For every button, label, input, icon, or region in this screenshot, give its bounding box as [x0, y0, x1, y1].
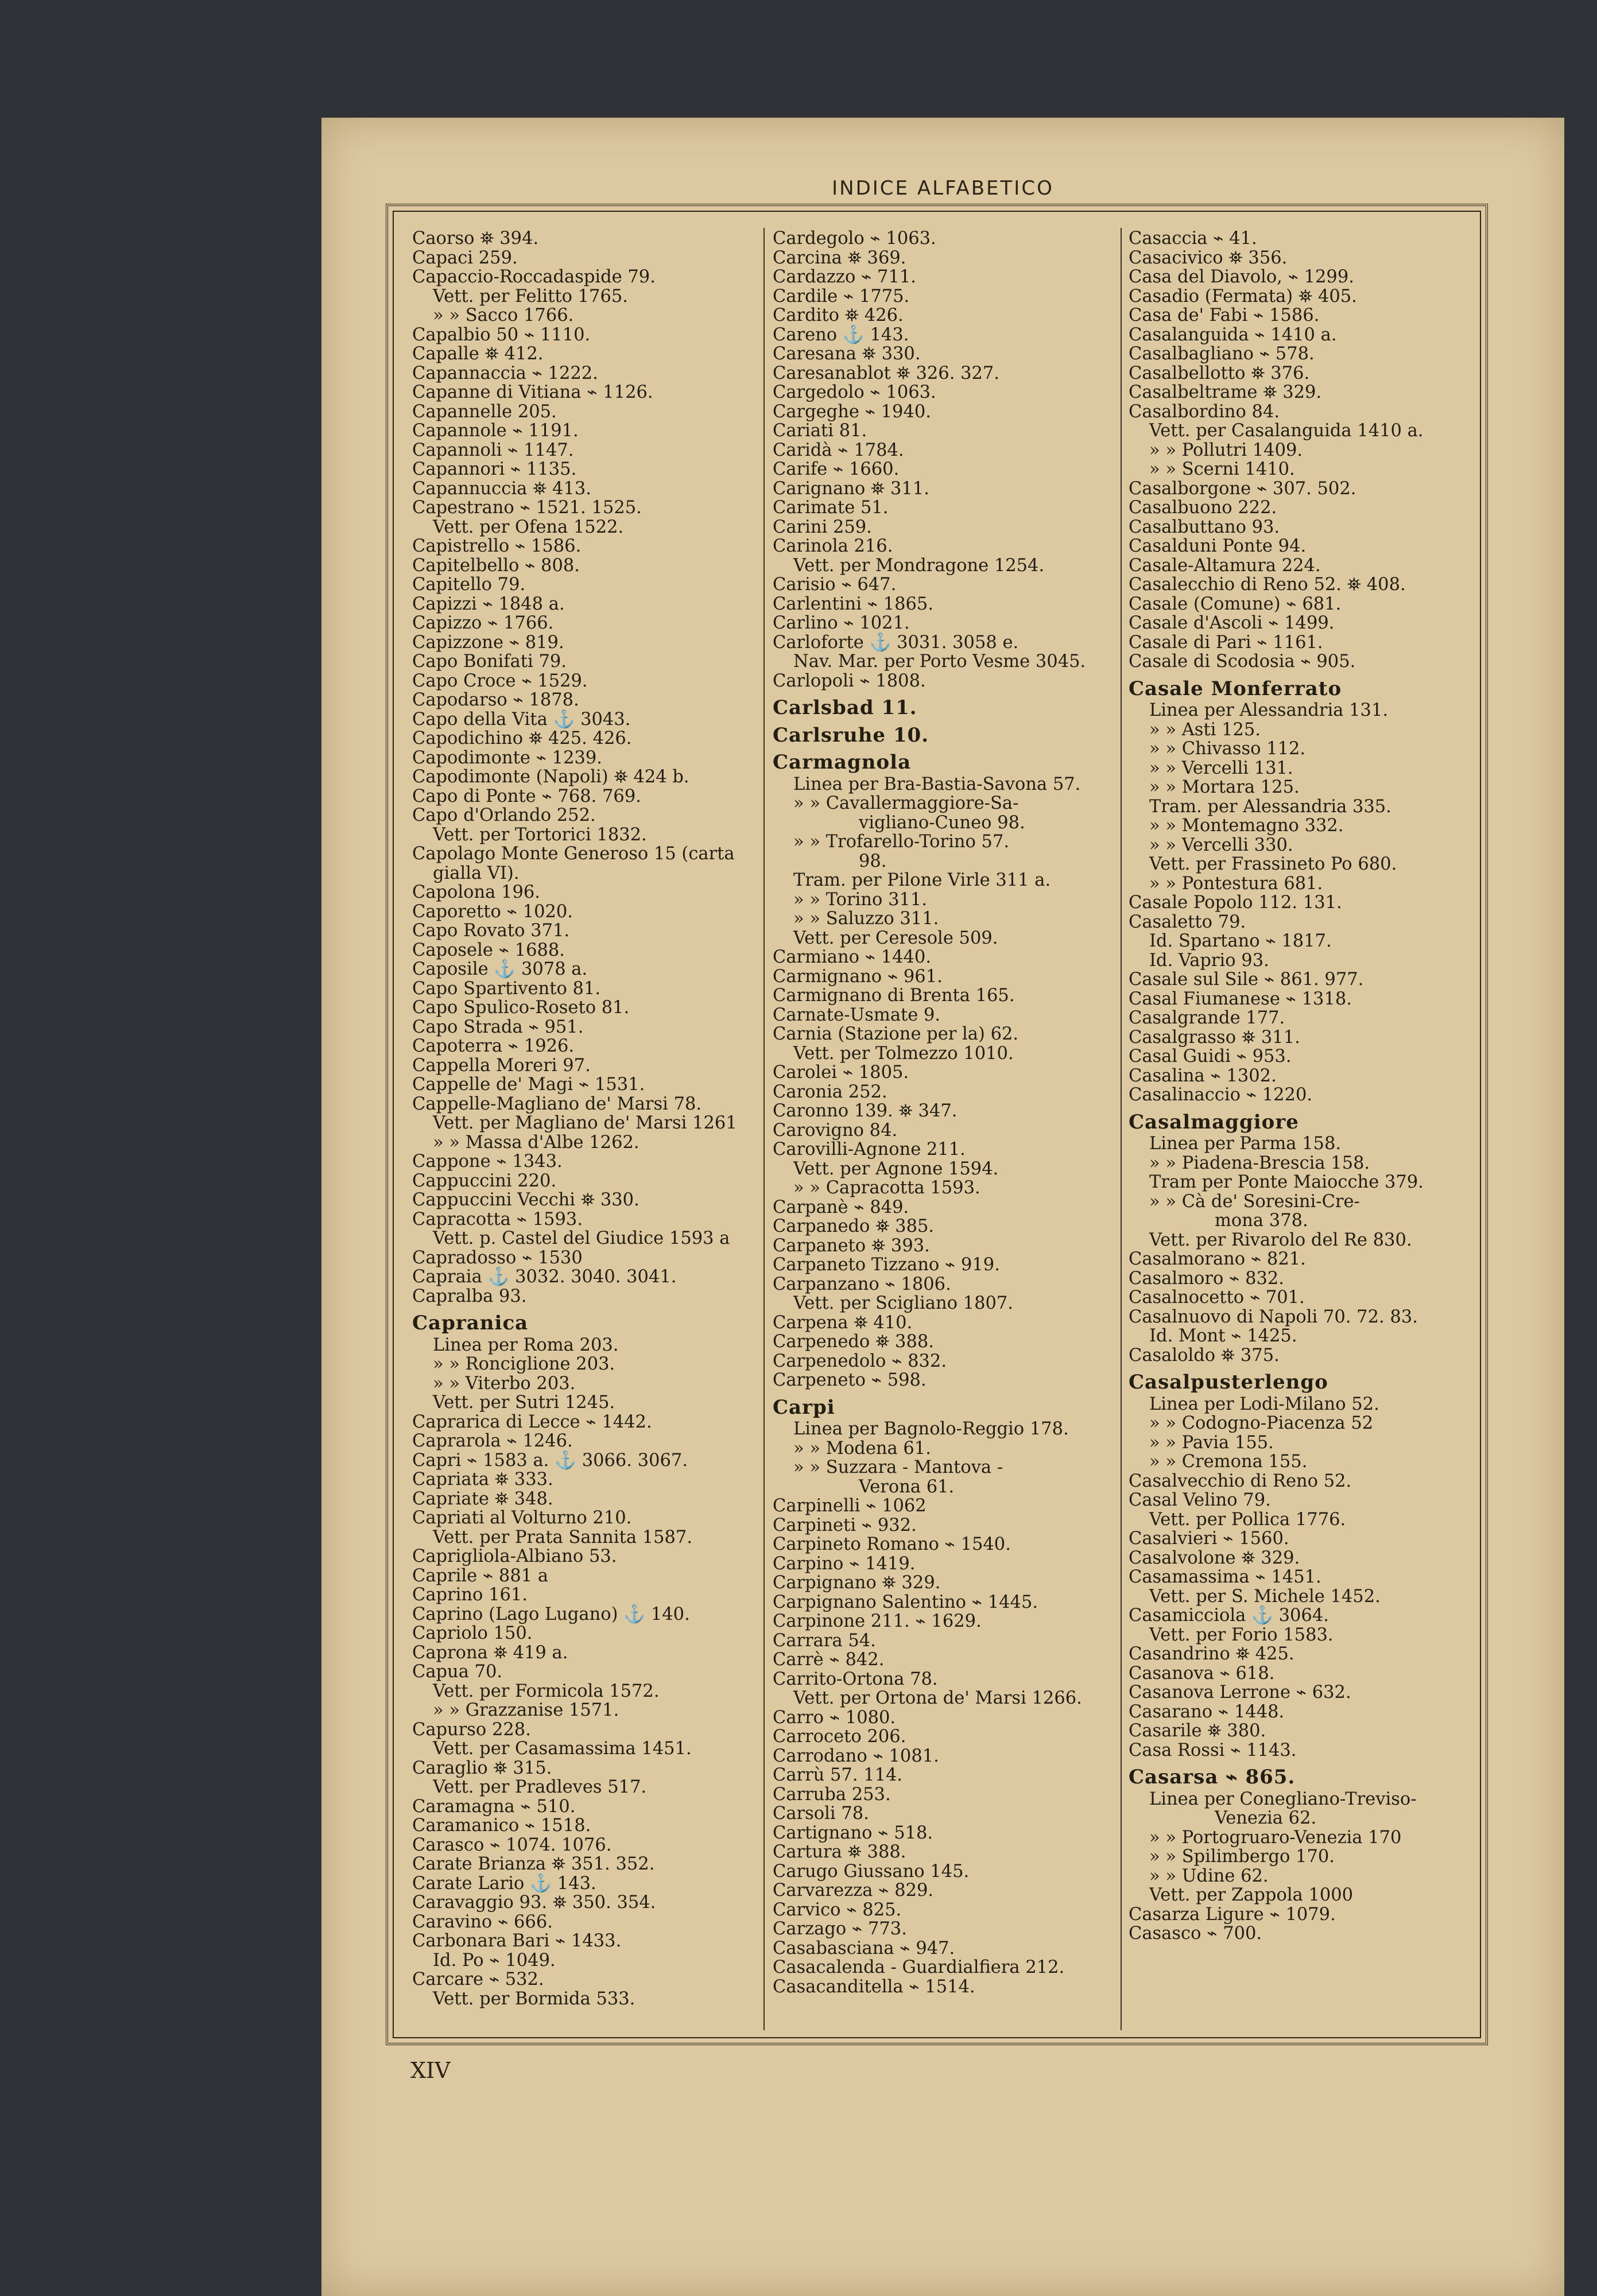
index-entry: Casacalenda - Guardialfiera 212. [773, 1957, 1065, 1977]
index-entry: Carpaneto ⛯ 393. [773, 1235, 930, 1256]
index-entry: » » Cavallermaggiore-Sa- [793, 793, 1019, 813]
index-entry: Carrito-Ortona 78. [773, 1669, 938, 1689]
index-entry: Capaci 259. [412, 247, 518, 268]
index-entry: Capracotta ⌁ 1593. [412, 1209, 583, 1230]
index-entry: Casacanditella ⌁ 1514. [773, 1976, 975, 1997]
index-entry: Carisio ⌁ 647. [773, 575, 897, 595]
index-entry: Linea per Roma 203. [433, 1335, 619, 1355]
index-entry: » » Codogno-Piacenza 52 [1149, 1413, 1374, 1433]
index-entry: Casalduni Ponte 94. [1129, 536, 1307, 556]
index-entry: Cappella Moreri 97. [412, 1055, 591, 1076]
index-entry: Vett. per Pradleves 517. [433, 1777, 647, 1797]
index-entry: Cappone ⌁ 1343. [412, 1151, 563, 1172]
index-entry: vigliano-Cuneo 98. [859, 812, 1025, 833]
index-entry: mona 378. [1215, 1211, 1308, 1231]
index-entry: Casarano ⌁ 1448. [1129, 1701, 1285, 1722]
index-entry: Casasco ⌁ 700. [1129, 1923, 1262, 1944]
index-entry: Carpanzano ⌁ 1806. [773, 1274, 951, 1294]
index-entry: Capradosso ⌁ 1530 [412, 1247, 583, 1268]
index-entry: Casalgrasso ⛯ 311. [1129, 1027, 1300, 1048]
index-entry: Casabasciana ⌁ 947. [773, 1938, 955, 1958]
index-entry: Vett. p. Castel del Giudice 1593 a [433, 1228, 730, 1248]
index-entry: Casalbordino 84. [1129, 401, 1280, 422]
index-entry: Cardile ⌁ 1775. [773, 286, 910, 307]
index-entry: Caresana ⛯ 330. [773, 344, 921, 364]
index-entry: Casalgrande 177. [1129, 1008, 1285, 1028]
index-entry: » » Pollutri 1409. [1149, 440, 1303, 460]
index-entry: » » Pavia 155. [1149, 1432, 1274, 1453]
index-entry: Caposile ⚓ 3078 a. [412, 959, 588, 979]
index-entry: Cardazzo ⌁ 711. [773, 267, 916, 287]
index-entry: Caravaggio 93. ⛯ 350. 354. [412, 1892, 656, 1913]
index-entry: Casalanguida ⌁ 1410 a. [1129, 324, 1337, 345]
index-entry: Vett. per Forio 1583. [1149, 1624, 1334, 1645]
running-head: INDICE ALFABETICO [832, 177, 1054, 200]
index-entry: » » Pontestura 681. [1149, 873, 1323, 894]
index-entry: Carnia (Stazione per la) 62. [773, 1024, 1019, 1044]
index-entry: Carpignano ⛯ 329. [773, 1573, 941, 1593]
index-entry: Carrù 57. 114. [773, 1765, 903, 1785]
index-entry: Carpanè ⌁ 849. [773, 1197, 909, 1217]
index-entry: Carloforte ⚓ 3031. 3058 e. [773, 632, 1019, 653]
index-entry: Carsoli 78. [773, 1804, 869, 1824]
index-entry: Capolago Monte Generoso 15 (carta [412, 844, 735, 864]
index-entry: Carpenedolo ⌁ 832. [773, 1351, 947, 1371]
index-entry: Carini 259. [773, 517, 872, 537]
index-entry: Carpanedo ⛯ 385. [773, 1216, 935, 1236]
index-entry: Casanova ⌁ 618. [1129, 1663, 1275, 1684]
index-entry: Casalina ⌁ 1302. [1129, 1065, 1277, 1086]
index-entry: Carnate-Usmate 9. [773, 1004, 941, 1025]
index-entry: Caprino 161. [412, 1585, 528, 1605]
index-entry: Caronia 252. [773, 1081, 887, 1102]
index-entry: » » Sacco 1766. [433, 305, 574, 325]
index-entry: Casa del Diavolo, ⌁ 1299. [1129, 267, 1354, 287]
index-entry: Carovigno 84. [773, 1120, 898, 1141]
index-entry: Carinola 216. [773, 536, 893, 556]
index-heading: Casalpusterlengo [1129, 1371, 1328, 1394]
index-heading: Carpi [773, 1395, 835, 1419]
column-divider [763, 228, 765, 2030]
index-entry: Capistrello ⌁ 1586. [412, 536, 582, 556]
index-entry: Capalbio 50 ⌁ 1110. [412, 324, 591, 345]
index-entry: Caorso ⛯ 394. [412, 229, 539, 249]
index-entry: Vett. per Formicola 1572. [433, 1681, 660, 1701]
index-entry: Carmignano ⌁ 961. [773, 966, 943, 987]
index-entry: Casalbellotto ⛯ 376. [1129, 363, 1310, 383]
index-entry: Cartura ⛯ 388. [773, 1842, 906, 1862]
index-entry: Casamassima ⌁ 1451. [1129, 1567, 1321, 1587]
index-entry: Caprigliola-Albiano 53. [412, 1546, 617, 1566]
index-entry: Capriati al Volturno 210. [412, 1508, 632, 1528]
index-entry: Caporetto ⌁ 1020. [412, 901, 573, 922]
index-entry: » » Vercelli 131. [1149, 758, 1293, 778]
index-entry: Capizzo ⌁ 1766. [412, 613, 554, 633]
index-entry: Vett. per Sutri 1245. [433, 1393, 615, 1413]
index-entry: Casadio (Fermata) ⛯ 405. [1129, 286, 1357, 307]
index-entry: » » Vercelli 330. [1149, 835, 1293, 855]
index-entry: Caprino (Lago Lugano) ⚓ 140. [412, 1604, 690, 1624]
index-entry: Casaletto 79. [1129, 912, 1246, 932]
index-entry: Carrara 54. [773, 1630, 876, 1651]
index-entry: Vett. per Prata Sannita 1587. [433, 1527, 693, 1548]
index-entry: Carpeneto ⌁ 598. [773, 1370, 927, 1390]
index-entry: Caresanablot ⛯ 326. 327. [773, 363, 1000, 383]
index-entry: Capo di Ponte ⌁ 768. 769. [412, 786, 641, 806]
index-entry: » » Udine 62. [1149, 1865, 1269, 1886]
index-entry: Casarile ⛯ 380. [1129, 1721, 1266, 1741]
index-entry: Capitelbello ⌁ 808. [412, 555, 580, 576]
index-entry: Tram per Ponte Maiocche 379. [1149, 1172, 1424, 1192]
index-entry: Casale sul Sile ⌁ 861. 977. [1129, 969, 1364, 990]
index-entry: Carignano ⛯ 311. [773, 478, 929, 499]
index-entry: » » Chivasso 112. [1149, 739, 1306, 759]
index-entry: Capri ⌁ 1583 a. ⚓ 3066. 3067. [412, 1450, 688, 1471]
index-entry: » » Capracotta 1593. [793, 1178, 980, 1198]
index-entry: Carate Brianza ⛯ 351. 352. [412, 1854, 655, 1874]
index-entry: Vett. per S. Michele 1452. [1149, 1586, 1381, 1607]
index-entry: Casamicciola ⚓ 3064. [1129, 1605, 1329, 1626]
index-entry: Casanova Lerrone ⌁ 632. [1129, 1682, 1351, 1702]
index-entry: Cartignano ⌁ 518. [773, 1822, 933, 1843]
index-entry: Cappuccini Vecchi ⛯ 330. [412, 1190, 639, 1210]
index-heading: Carlsbad 11. [773, 696, 917, 719]
index-entry: Capannuccia ⛯ 413. [412, 478, 591, 499]
index-entry: Vett. per Agnone 1594. [793, 1158, 999, 1179]
index-entry: Casalborgone ⌁ 307. 502. [1129, 478, 1356, 499]
index-entry: Carroceto 206. [773, 1727, 906, 1747]
index-entry: Capo Spulico-Roseto 81. [412, 998, 630, 1018]
index-heading: Casale Monferrato [1129, 677, 1342, 700]
index-entry: Cappuccini 220. [412, 1170, 557, 1191]
index-entry: Linea per Lodi-Milano 52. [1149, 1394, 1379, 1414]
index-entry: Casandrino ⛯ 425. [1129, 1644, 1294, 1664]
index-heading: Casalmaggiore [1129, 1110, 1299, 1134]
index-entry: Casale di Pari ⌁ 1161. [1129, 632, 1323, 653]
index-entry: Capannelle 205. [412, 401, 557, 422]
index-entry: Verona 61. [859, 1476, 955, 1497]
index-entry: Carovilli-Agnone 211. [773, 1139, 966, 1159]
index-entry: Vett. per Casalanguida 1410 a. [1149, 421, 1424, 441]
index-entry: Capo della Vita ⚓ 3043. [412, 709, 631, 730]
index-entry: » » Asti 125. [1149, 719, 1261, 740]
index-entry: Venezia 62. [1215, 1808, 1317, 1828]
index-entry: Carcare ⌁ 532. [412, 1969, 544, 1989]
index-heading: Carlsruhe 10. [773, 723, 929, 747]
index-entry: Capriolo 150. [412, 1623, 533, 1643]
index-entry: Carpinelli ⌁ 1062 [773, 1496, 927, 1516]
index-entry: Linea per Conegliano-Treviso- [1149, 1789, 1417, 1809]
index-entry: 98. [859, 851, 887, 871]
index-entry: Linea per Bra-Bastia-Savona 57. [793, 774, 1081, 794]
index-entry: Carvarezza ⌁ 829. [773, 1880, 934, 1901]
index-entry: Capizzi ⌁ 1848 a. [412, 594, 565, 614]
index-entry: Caronno 139. ⛯ 347. [773, 1101, 958, 1121]
index-entry: Carvico ⌁ 825. [773, 1899, 902, 1920]
index-entry: » » Suzzara - Mantova - [793, 1457, 1003, 1477]
index-entry: Carlino ⌁ 1021. [773, 613, 910, 633]
index-frame [386, 204, 1488, 2045]
index-entry: Capodimonte (Napoli) ⛯ 424 b. [412, 767, 689, 787]
index-entry: Cardito ⛯ 426. [773, 305, 904, 325]
index-entry: Caprona ⛯ 419 a. [412, 1642, 568, 1663]
index-entry: Caprile ⌁ 881 a [412, 1565, 549, 1586]
index-entry: Carrodano ⌁ 1081. [773, 1746, 939, 1766]
index-entry: Carpino ⌁ 1419. [773, 1553, 916, 1574]
index-entry: Vett. per Tortorici 1832. [433, 824, 647, 845]
index-entry: Vett. per Casamassima 1451. [433, 1739, 692, 1759]
index-entry: » » Grazzanise 1571. [433, 1700, 619, 1720]
index-entry: Carmignano di Brenta 165. [773, 986, 1015, 1006]
index-entry: Casa de' Fabi ⌁ 1586. [1129, 305, 1320, 325]
index-heading: Casarsa ⌁ 865. [1129, 1766, 1296, 1789]
index-entry: Casalbagliano ⌁ 578. [1129, 344, 1315, 364]
index-entry: Caprarica di Lecce ⌁ 1442. [412, 1411, 652, 1432]
index-entry: Casale di Scodosia ⌁ 905. [1129, 651, 1356, 672]
index-entry: Carpineti ⌁ 932. [773, 1515, 917, 1535]
index-entry: Casale-Altamura 224. [1129, 555, 1321, 576]
index-entry: Casalecchio di Reno 52. ⛯ 408. [1129, 575, 1406, 595]
index-entry: Vett. per Frassineto Po 680. [1149, 854, 1397, 874]
index-entry: Careno ⚓ 143. [773, 324, 909, 345]
index-entry: Linea per Bagnolo-Reggio 178. [793, 1419, 1069, 1439]
index-column-1 [412, 229, 757, 2031]
index-entry: Id. Vaprio 93. [1149, 950, 1269, 971]
index-entry: Caravino ⌁ 666. [412, 1911, 553, 1932]
index-entry: Tram. per Pilone Virle 311 a. [793, 870, 1051, 890]
index-entry: Capua 70. [412, 1662, 503, 1682]
index-entry: Casalinaccio ⌁ 1220. [1129, 1085, 1313, 1105]
index-entry: Capodarso ⌁ 1878. [412, 690, 579, 710]
index-entry: Capanne di Vitiana ⌁ 1126. [412, 382, 653, 402]
index-entry: Casacivico ⛯ 356. [1129, 247, 1288, 268]
index-entry: Casale Popolo 112. 131. [1129, 893, 1342, 913]
page-sheet [321, 118, 1564, 2296]
index-entry: Casalnocetto ⌁ 701. [1129, 1287, 1305, 1308]
index-entry: gialla VI). [433, 863, 520, 883]
index-entry: Vett. per Zappola 1000 [1149, 1885, 1354, 1905]
index-entry: » » Trofarello-Torino 57. [793, 832, 1010, 852]
index-entry: Caraglio ⛯ 315. [412, 1758, 552, 1778]
index-entry: Vett. per Scigliano 1807. [793, 1293, 1013, 1313]
index-entry: Linea per Parma 158. [1149, 1134, 1342, 1154]
index-entry: Casarza Ligure ⌁ 1079. [1129, 1904, 1336, 1925]
index-entry: » » Portogruaro-Venezia 170 [1149, 1827, 1402, 1848]
index-column-3 [1129, 229, 1473, 2031]
index-entry: » » Ronciglione 203. [433, 1354, 615, 1374]
index-entry: Casaccia ⌁ 41. [1129, 229, 1257, 249]
index-entry: Capannaccia ⌁ 1222. [412, 363, 598, 383]
index-entry: Capannoli ⌁ 1147. [412, 440, 574, 460]
index-entry: Capolona 196. [412, 882, 540, 902]
index-entry: Carzago ⌁ 773. [773, 1919, 907, 1939]
index-entry: Carate Lario ⚓ 143. [412, 1873, 596, 1894]
index-entry: Vett. per Pollica 1776. [1149, 1509, 1346, 1530]
index-entry: Carpena ⛯ 410. [773, 1312, 913, 1333]
index-entry: Casal Velino 79. [1129, 1490, 1271, 1510]
index-entry: » » Cremona 155. [1149, 1452, 1308, 1472]
index-entry: Capizzone ⌁ 819. [412, 632, 564, 653]
index-entry: Vett. per Ceresole 509. [793, 928, 998, 948]
index-entry: Vett. per Magliano de' Marsi 1261 [433, 1113, 737, 1133]
index-entry: Cappelle de' Magi ⌁ 1531. [412, 1075, 645, 1095]
index-entry: » » Massa d'Albe 1262. [433, 1132, 639, 1153]
index-entry: Cargedolo ⌁ 1063. [773, 382, 936, 402]
index-entry: Casal Guidi ⌁ 953. [1129, 1046, 1292, 1066]
index-entry: Carolei ⌁ 1805. [773, 1062, 909, 1083]
index-entry: Carpaneto Tizzano ⌁ 919. [773, 1255, 1000, 1275]
index-entry: Capo Bonifati 79. [412, 651, 567, 672]
index-entry: » » Viterbo 203. [433, 1373, 576, 1394]
index-entry: » » Scerni 1410. [1149, 459, 1295, 479]
index-entry: Casaloldo ⛯ 375. [1129, 1345, 1280, 1366]
index-entry: Capannori ⌁ 1135. [412, 459, 577, 479]
index-entry: Carbonara Bari ⌁ 1433. [412, 1931, 622, 1951]
index-entry: Carpenedo ⛯ 388. [773, 1332, 934, 1352]
index-entry: Tram. per Alessandria 335. [1149, 796, 1391, 817]
index-entry: Casalbeltrame ⛯ 329. [1129, 382, 1322, 402]
index-entry: Caprarola ⌁ 1246. [412, 1431, 573, 1451]
index-entry: » » Torino 311. [793, 889, 927, 910]
index-entry: Casal Fiumanese ⌁ 1318. [1129, 988, 1352, 1009]
index-entry: » » Saluzzo 311. [793, 909, 939, 929]
index-entry: Carasco ⌁ 1074. 1076. [412, 1835, 612, 1855]
index-entry: Vett. per Ortona de' Marsi 1266. [793, 1688, 1082, 1708]
index-entry: Casalvecchio di Reno 52. [1129, 1471, 1352, 1491]
index-entry: Casalvieri ⌁ 1560. [1129, 1529, 1289, 1549]
index-entry: Casalvolone ⛯ 329. [1129, 1548, 1300, 1568]
index-entry: Capoterra ⌁ 1926. [412, 1036, 575, 1056]
index-entry: Carimate 51. [773, 498, 889, 518]
index-entry: Id. Po ⌁ 1049. [433, 1950, 556, 1971]
index-heading: Capranica [412, 1312, 529, 1335]
index-entry: Casale (Comune) ⌁ 681. [1129, 594, 1342, 614]
index-entry: Vett. per Ofena 1522. [433, 517, 624, 537]
index-entry: Vett. per Bormida 533. [433, 1988, 635, 2009]
index-entry: Carcina ⛯ 369. [773, 247, 906, 268]
index-entry: Capo Spartivento 81. [412, 978, 601, 999]
index-entry: Capo d'Orlando 252. [412, 805, 596, 825]
index-entry: Carpinone 211. ⌁ 1629. [773, 1611, 982, 1631]
index-entry: Carruba 253. [773, 1784, 891, 1805]
index-entry: Vett. per Tolmezzo 1010. [793, 1043, 1014, 1064]
index-entry: Capraia ⚓ 3032. 3040. 3041. [412, 1267, 677, 1287]
page-number: XIV [410, 2058, 451, 2083]
index-entry: Capo Croce ⌁ 1529. [412, 670, 588, 691]
index-entry: Capodimonte ⌁ 1239. [412, 747, 602, 768]
index-entry: Id. Mont ⌁ 1425. [1149, 1326, 1297, 1346]
index-entry: » » Cà de' Soresini-Cre- [1149, 1191, 1360, 1212]
index-entry: » » Modena 61. [793, 1438, 931, 1459]
index-column-2 [773, 229, 1117, 2031]
index-entry: » » Piadena-Brescia 158. [1149, 1153, 1370, 1173]
index-entry: Nav. Mar. per Porto Vesme 3045. [793, 651, 1086, 672]
index-entry: Cardegolo ⌁ 1063. [773, 229, 936, 249]
index-entry: » » Mortara 125. [1149, 777, 1300, 797]
index-entry: Capaccio-Roccadaspide 79. [412, 267, 656, 287]
index-entry: Capalle ⛯ 412. [412, 344, 544, 364]
index-entry: Cariati 81. [773, 421, 867, 441]
index-entry: Caridà ⌁ 1784. [773, 440, 904, 460]
index-entry: Caposele ⌁ 1688. [412, 940, 565, 960]
index-entry: Cappelle-Magliano de' Marsi 78. [412, 1093, 702, 1114]
index-entry: Casalmoro ⌁ 832. [1129, 1268, 1285, 1289]
index-entry: Casalnuovo di Napoli 70. 72. 83. [1129, 1306, 1418, 1327]
index-heading: Carmagnola [773, 751, 912, 774]
index-entry: Casalmorano ⌁ 821. [1129, 1249, 1306, 1269]
column-divider [1121, 228, 1122, 2030]
index-entry: Capodichino ⛯ 425. 426. [412, 728, 632, 748]
index-entry: Casale d'Ascoli ⌁ 1499. [1129, 613, 1335, 633]
index-entry: Carro ⌁ 1080. [773, 1707, 896, 1728]
index-entry: Capitello 79. [412, 575, 526, 595]
index-entry: Carife ⌁ 1660. [773, 459, 900, 479]
index-entry: Caramanico ⌁ 1518. [412, 1816, 591, 1836]
index-entry: Capriate ⛯ 348. [412, 1488, 553, 1509]
index-entry: Capannole ⌁ 1191. [412, 421, 579, 441]
index-entry: Vett. per Felitto 1765. [433, 286, 628, 307]
index-entry: Capo Strada ⌁ 951. [412, 1017, 584, 1037]
index-entry: Capestrano ⌁ 1521. 1525. [412, 498, 642, 518]
index-entry: Capralba 93. [412, 1286, 527, 1306]
index-entry: Carlentini ⌁ 1865. [773, 594, 934, 614]
index-entry: Id. Spartano ⌁ 1817. [1149, 931, 1332, 951]
index-entry: Linea per Alessandria 131. [1149, 700, 1389, 720]
index-entry: Cargeghe ⌁ 1940. [773, 401, 931, 422]
index-entry: Caramagna ⌁ 510. [412, 1796, 576, 1817]
index-entry: Carlopoli ⌁ 1808. [773, 670, 926, 691]
index-entry: Carrè ⌁ 842. [773, 1650, 885, 1670]
index-entry: Casa Rossi ⌁ 1143. [1129, 1740, 1297, 1760]
index-entry: Casalbuono 222. [1129, 498, 1277, 518]
index-entry: Carugo Giussano 145. [773, 1861, 970, 1882]
index-entry: » » Spilimbergo 170. [1149, 1847, 1335, 1867]
index-entry: Capriata ⛯ 333. [412, 1469, 553, 1490]
index-entry: Carpignano Salentino ⌁ 1445. [773, 1592, 1038, 1612]
index-entry: Carmiano ⌁ 1440. [773, 947, 932, 967]
index-entry: Vett. per Rivarolo del Re 830. [1149, 1230, 1412, 1250]
index-entry: » » Montemagno 332. [1149, 816, 1344, 836]
index-entry: Capurso 228. [412, 1719, 531, 1740]
index-entry: Vett. per Mondragone 1254. [793, 555, 1045, 576]
index-entry: Carpineto Romano ⌁ 1540. [773, 1534, 1011, 1554]
index-entry: Casalbuttano 93. [1129, 517, 1280, 537]
index-entry: Capo Rovato 371. [412, 921, 570, 941]
